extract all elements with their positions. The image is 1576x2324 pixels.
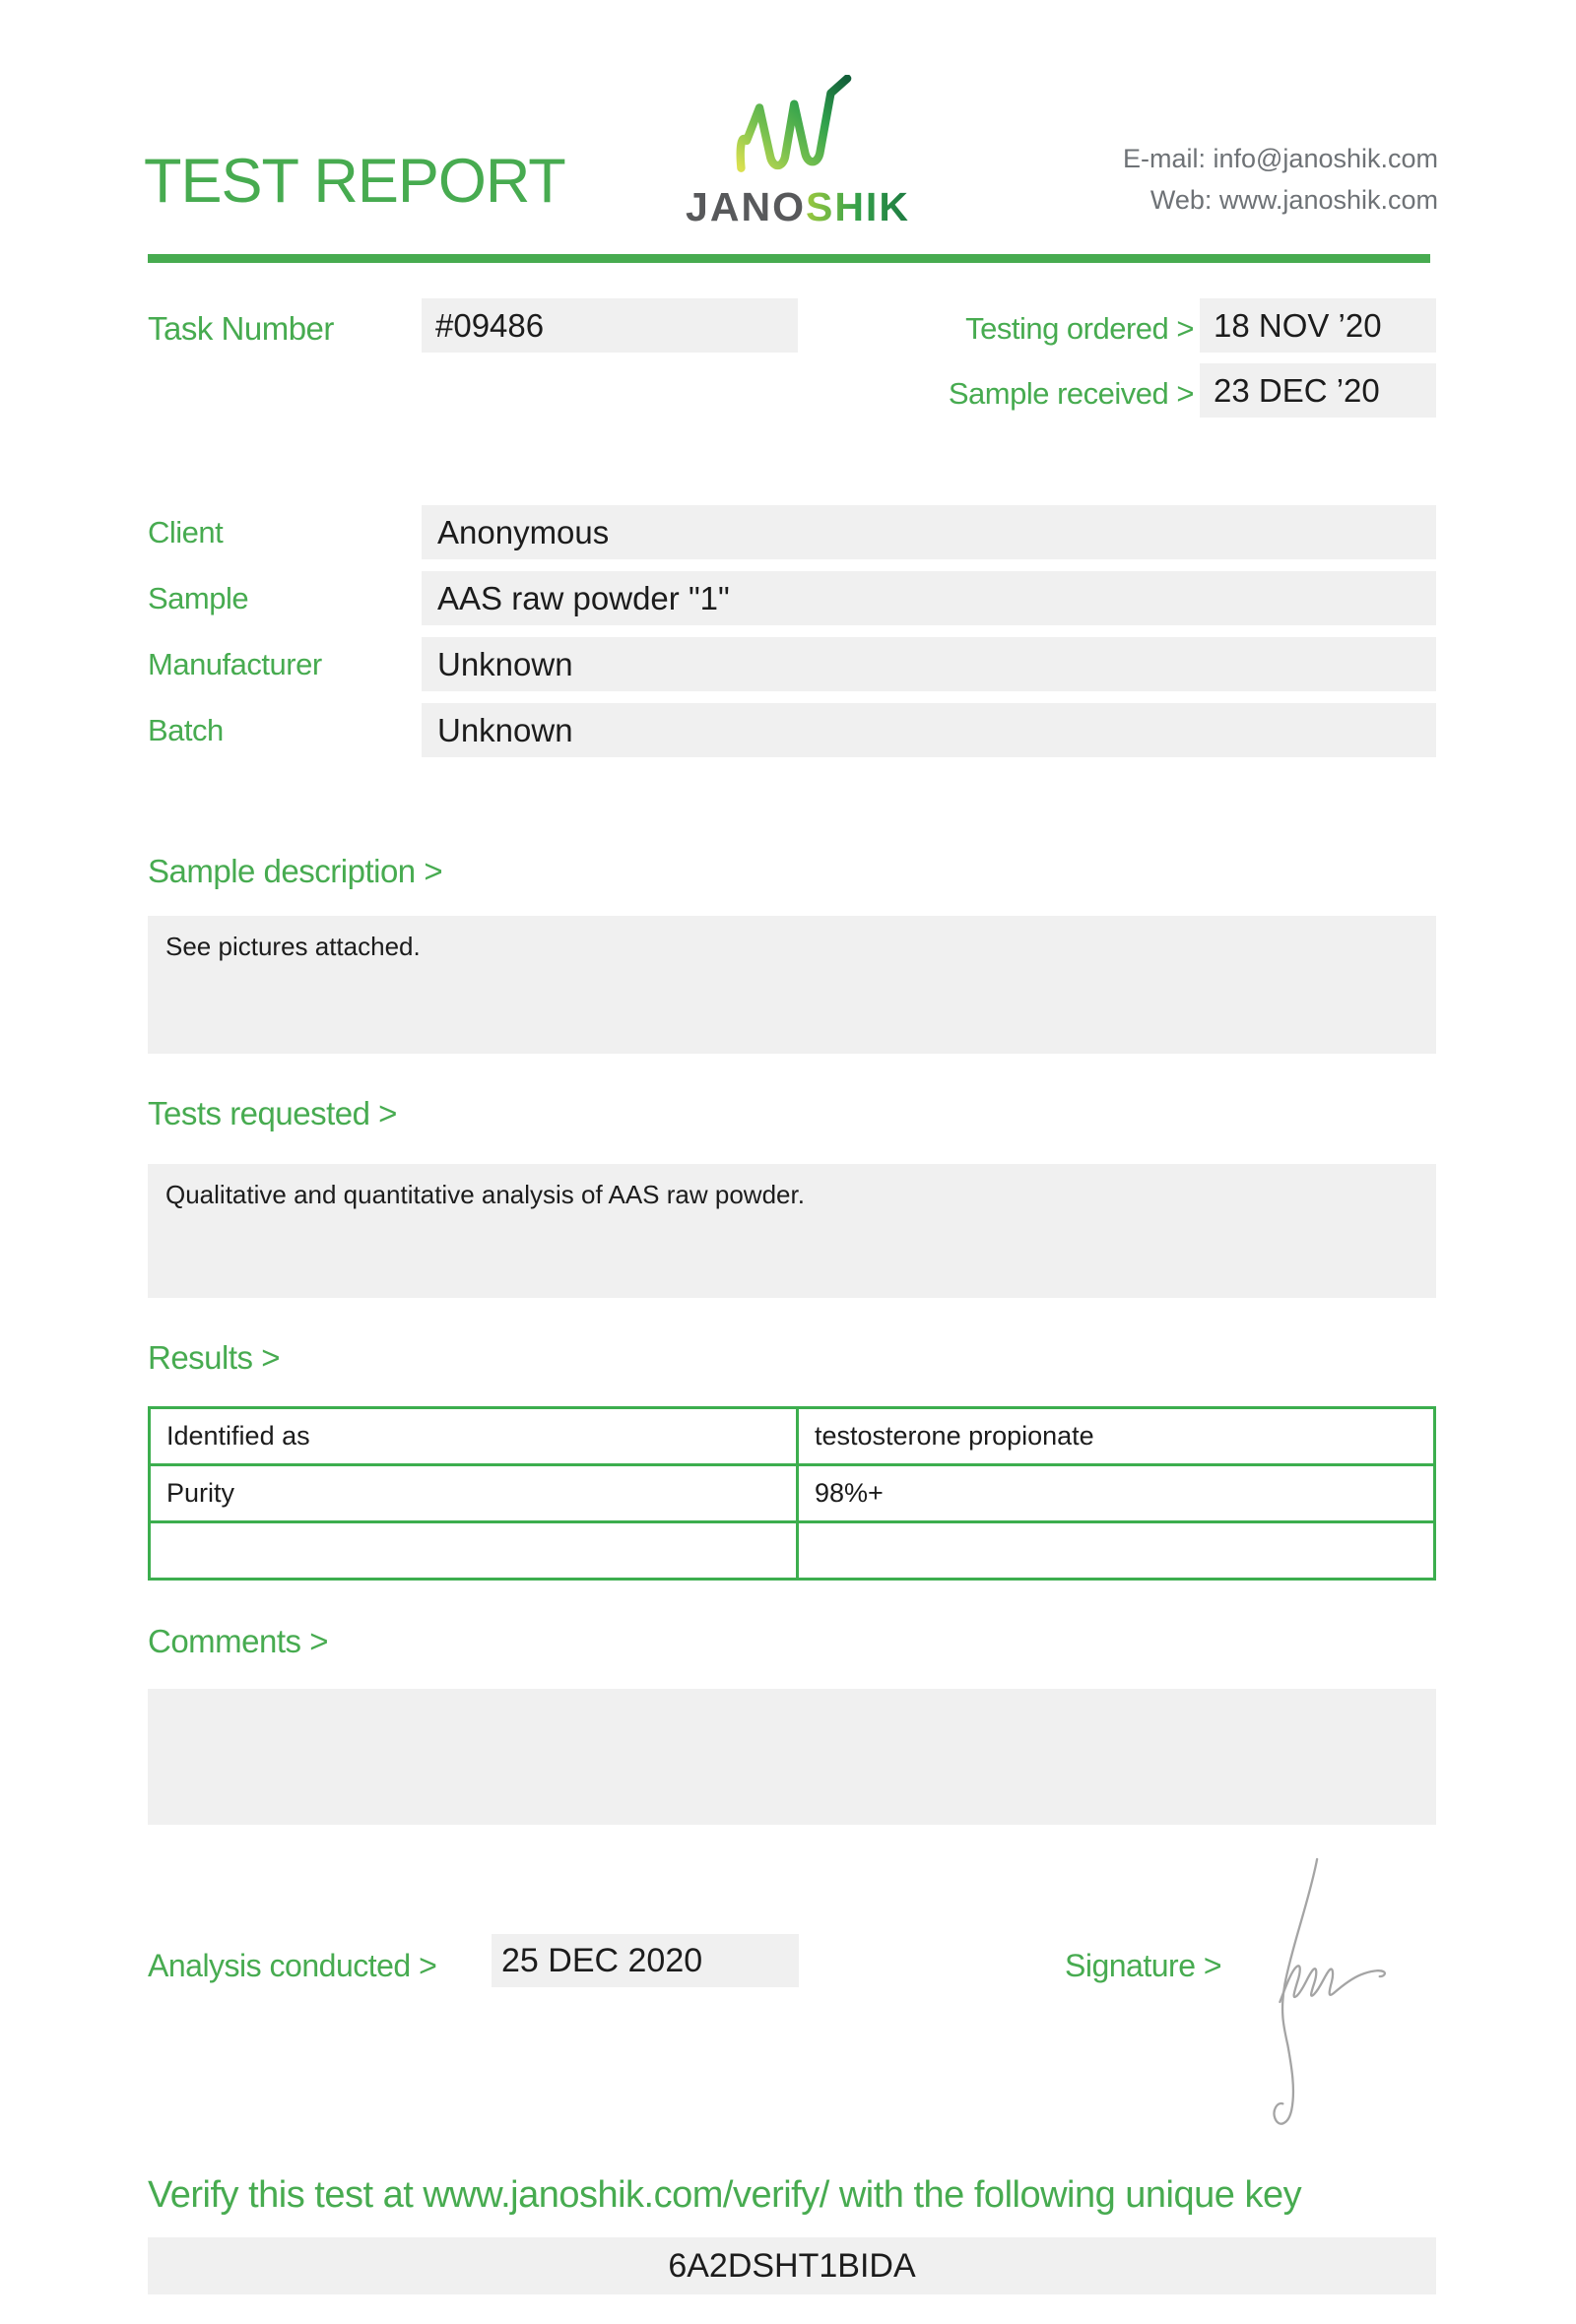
signature-image (1257, 1853, 1416, 2147)
web-label: Web: (1149, 185, 1213, 215)
results-row (150, 1522, 1435, 1580)
bar-chart-logo-icon (725, 75, 871, 177)
comments-heading: Comments > (148, 1623, 328, 1659)
logo-jano-text: JANO (686, 184, 806, 229)
results-heading: Results > (148, 1339, 280, 1376)
janoshik-logo (670, 75, 926, 230)
testing-ordered-date: 18 NOV ’20 (1200, 298, 1436, 353)
manufacturer-value: Unknown (422, 637, 1436, 691)
web-line (1123, 179, 1438, 221)
sample-description-box (148, 916, 1436, 1054)
sample-description-heading: Sample description > (148, 853, 443, 889)
comments-box (148, 1689, 1436, 1825)
results-row (150, 1408, 1435, 1465)
results-cell-label: Identified as (150, 1408, 798, 1465)
unique-key-value: 6A2DSHT1BIDA (148, 2237, 1436, 2294)
manufacturer-label: Manufacturer (148, 647, 322, 681)
results-cell-value: 98%+ (798, 1465, 1435, 1522)
results-cell-value (798, 1522, 1435, 1580)
results-table (148, 1406, 1436, 1581)
web-value: www.janoshik.com (1218, 185, 1438, 215)
logo-wordmark (670, 184, 926, 230)
batch-label: Batch (148, 713, 224, 747)
page-title: TEST REPORT (144, 147, 565, 216)
email-value: info@janoshik.com (1213, 144, 1438, 173)
results-cell-value: testosterone propionate (798, 1408, 1435, 1465)
tests-requested-heading: Tests requested > (148, 1095, 397, 1131)
results-row (150, 1465, 1435, 1522)
email-line (1123, 138, 1438, 179)
verify-instruction: Verify this test at www.janoshik.com/verify/ with the following unique key (148, 2174, 1302, 2216)
analysis-conducted-date: 25 DEC 2020 (492, 1934, 799, 1987)
client-value: Anonymous (422, 505, 1436, 559)
tests-requested-box (148, 1164, 1436, 1298)
sample-value: AAS raw powder "1" (422, 571, 1436, 625)
task-number-value: #09486 (422, 298, 798, 353)
analysis-conducted-label: Analysis conducted > (148, 1948, 437, 1983)
header-divider (148, 254, 1430, 263)
client-label: Client (148, 515, 224, 549)
sample-label: Sample (148, 581, 249, 615)
results-cell-label: Purity (150, 1465, 798, 1522)
signature-label: Signature > (1065, 1948, 1222, 1983)
contact-block (1123, 138, 1438, 221)
sample-received-label: Sample received > (948, 376, 1194, 411)
sample-received-date: 23 DEC ’20 (1200, 363, 1436, 418)
logo-shik-text: SHIK (805, 184, 910, 229)
sample-description-text: See pictures attached. (165, 932, 421, 961)
results-cell-label (150, 1522, 798, 1580)
task-number-label: Task Number (148, 310, 334, 347)
testing-ordered-label: Testing ordered > (965, 311, 1194, 346)
tests-requested-text: Qualitative and quantitative analysis of AAS raw powder. (165, 1180, 805, 1209)
batch-value: Unknown (422, 703, 1436, 757)
email-label: E-mail: (1122, 144, 1206, 173)
